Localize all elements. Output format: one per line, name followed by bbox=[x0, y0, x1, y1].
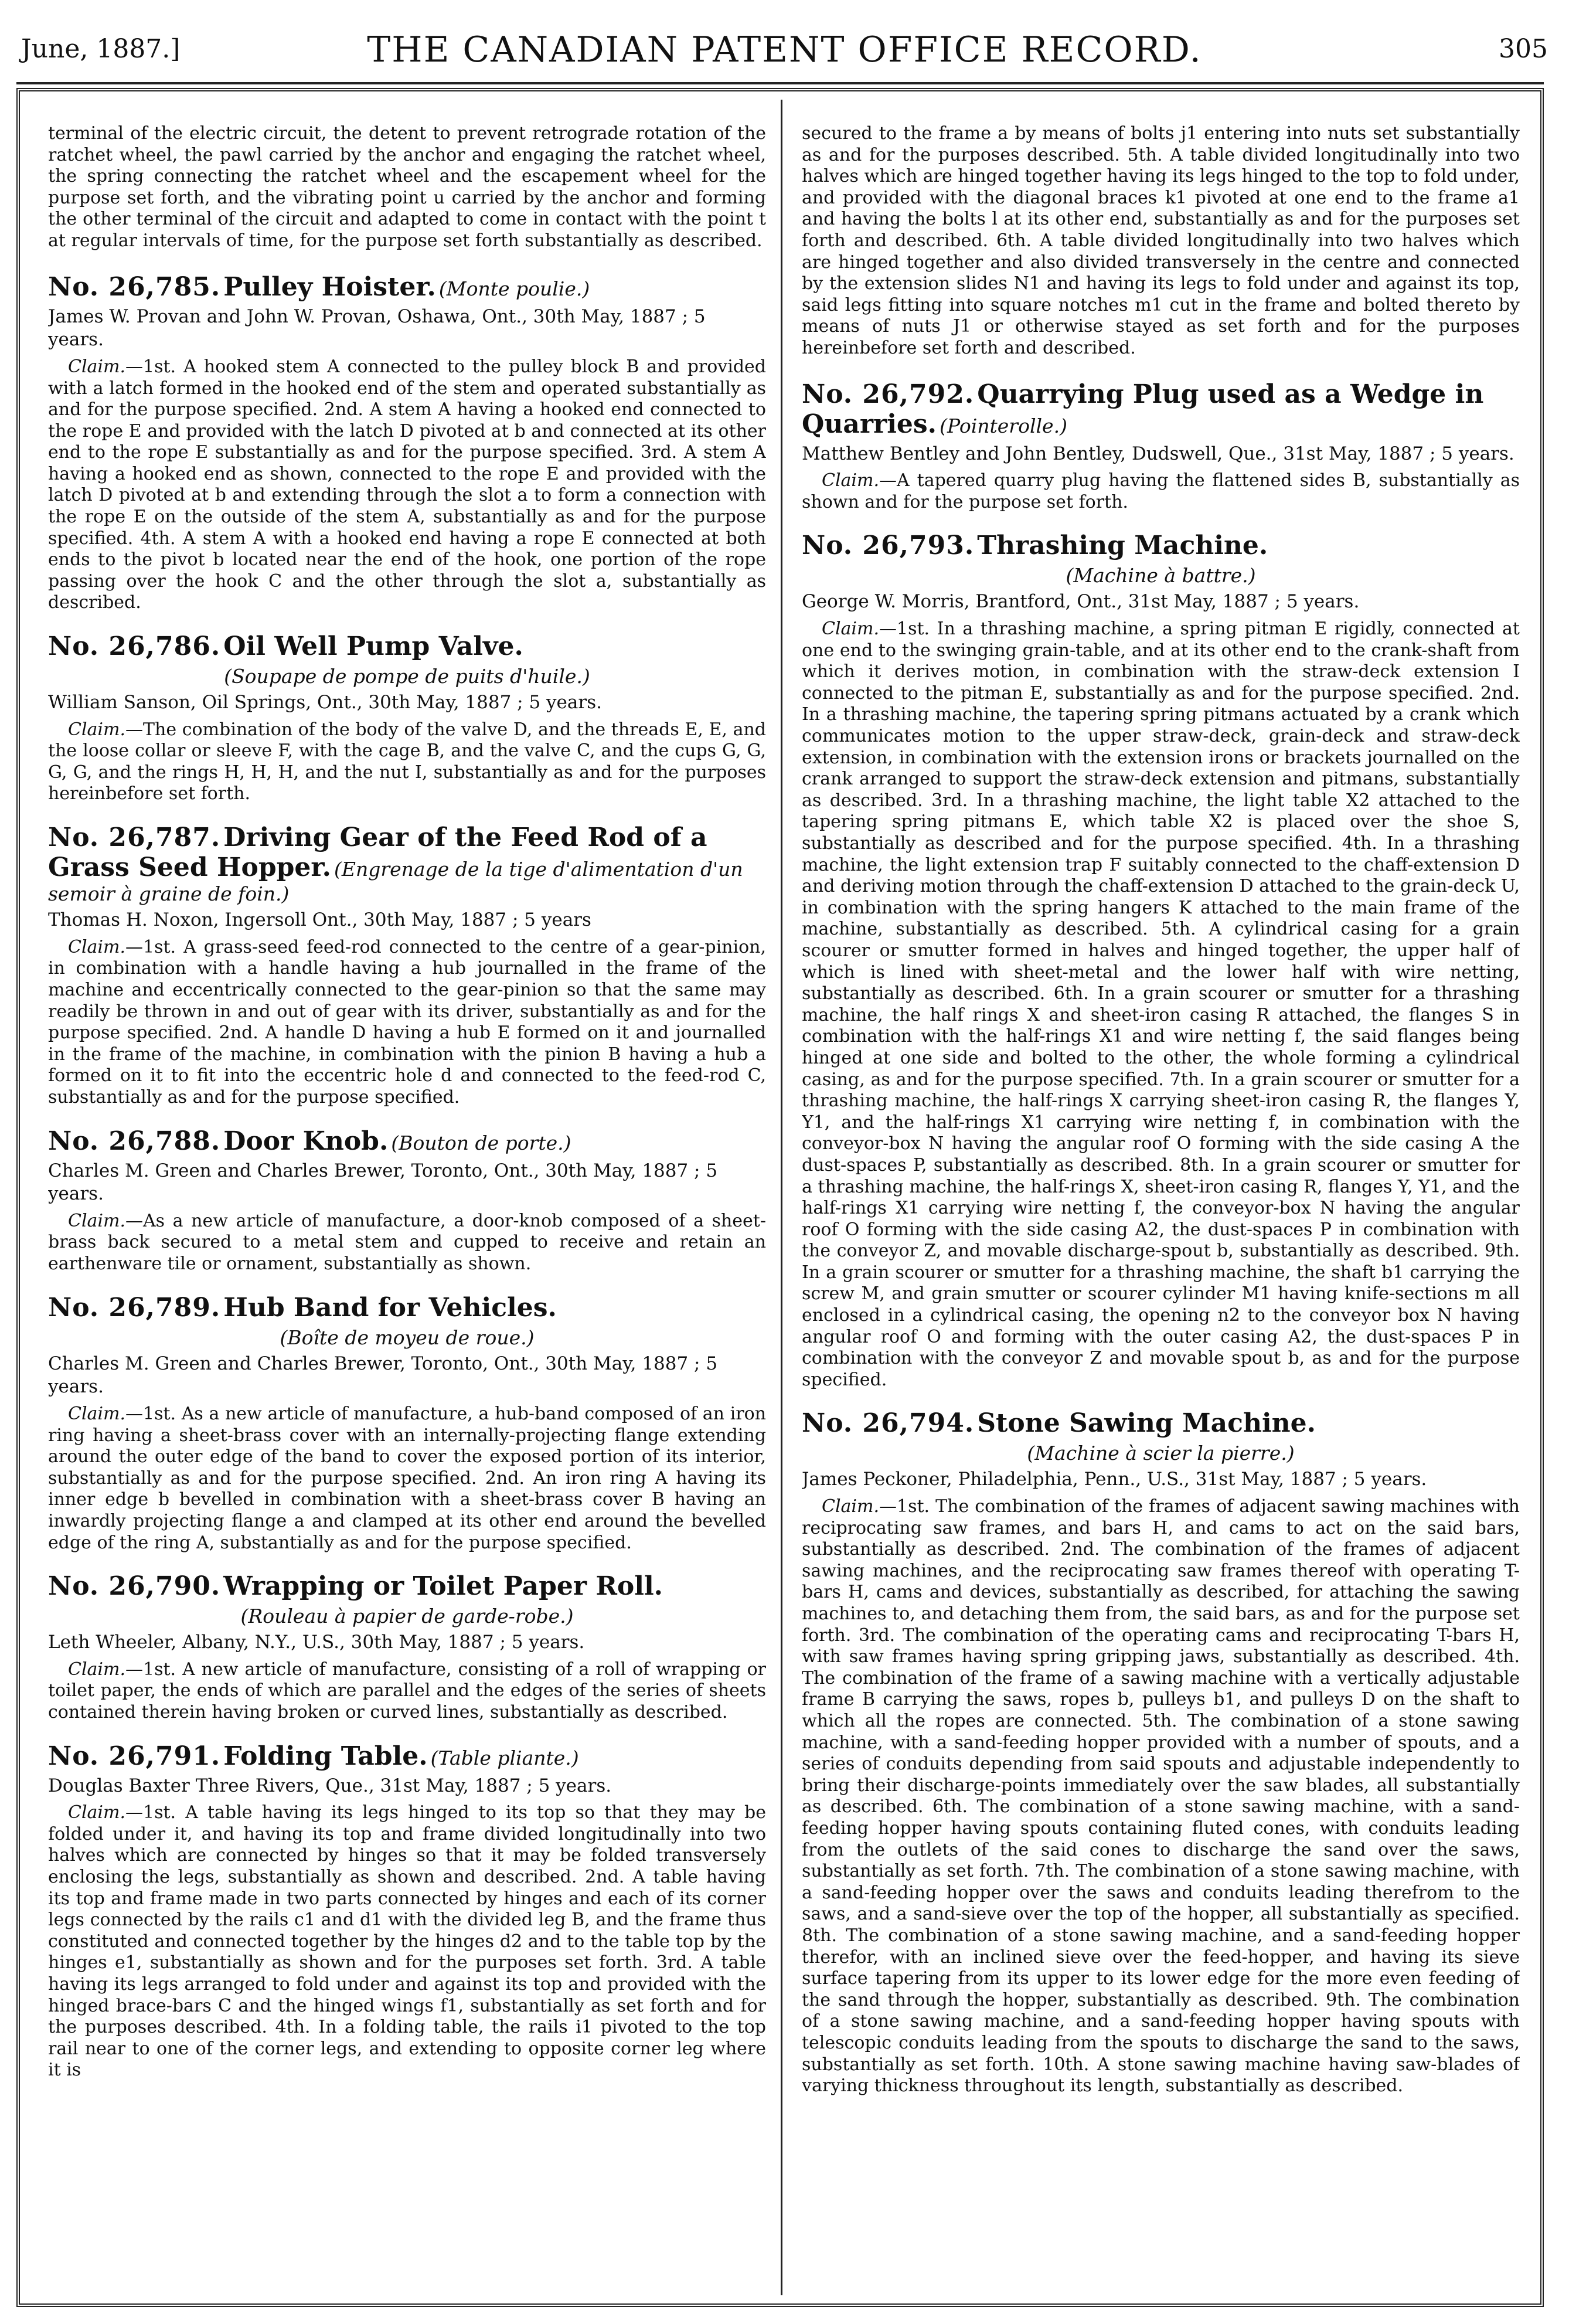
claim-body: —As a new article of manufacture, a door-knob composed of a sheet-brass back secured to a metal stem and cupped to receive and retain an earthenware tile or ornament, substantially as shown. bbox=[48, 1210, 766, 1275]
patent-title: Thrashing Machine. bbox=[977, 531, 1268, 561]
patent-entry-26787 bbox=[48, 823, 766, 1108]
patent-title: Folding Table. bbox=[223, 1741, 428, 1771]
patent-entry-26788 bbox=[48, 1126, 766, 1275]
patent-number: No. 26,793. bbox=[802, 531, 975, 561]
patent-title: Door Knob. bbox=[223, 1126, 389, 1156]
header-rule bbox=[16, 82, 1544, 84]
claim-text bbox=[802, 470, 1520, 513]
french-title: (Rouleau à papier de garde-robe.) bbox=[240, 1605, 574, 1628]
claim-body: —1st. The combination of the frames of adjacent sawing machines with reciprocating saw frames, and bars H, and cams to act on the said bars, substantially as described. 2nd. The combination of the frames of adjacent sawing machines, and the reciprocating saw frames thereof with operating T-bars H, cams and devices, substantially as described, for attaching the sawing machines to, and detaching them from, the said bars, as and for the purpose set forth. 3rd. The combination of the operating cams and reciprocating T-bars H, with saw frames having spring gripping jaws, substantially as described. 4th. The combination of the frame of a sawing machine with a vertically adjustable frame B carrying the saws, ropes b, pulleys b1, and pulleys D on the shaft to which all the ropes are connected. 5th. The combination of a stone sawing machine, with a sand-feeding hopper provided with a number of spouts, and a series of conduits depending from said spouts and adjustable independently to bring their discharge-points immediately over the saw blades, all substantially as described. 6th. The combination of a stone sawing machine, with a sand-feeding hopper having spouts containing fluted cones, with conduits leading from the outlets of the said cones to discharge the sand over the saws, substantially as set forth. 7th. The combination of a stone sawing machine, with a sand-feeding hopper over the saws and conduits leading therefrom to the saws, and a sand-sieve over the top of the hopper, all substantially as specified. 8th. The combination of a stone sawing machine, and a sand-feeding hopper therefor, with an inclined sieve over the feed-hopper, and having its sieve surface tapering from its upper to its lower edge for the more even feeding of the sand through the hopper, substantially as described. 9th. The combination of a stone sawing machine, and a sand-feeding hopper having spouts with telescopic conduits leading from the spouts to discharge the sand to the saws, substantially as set forth. 10th. A stone sawing machine having saw-blades of varying thickness throughout its length, substantially as described. bbox=[802, 1496, 1520, 2097]
patent-title: Driving Gear of the Feed Rod of a Grass Seed Hopper. bbox=[48, 823, 707, 883]
patent-heading bbox=[48, 631, 766, 661]
claim-text bbox=[48, 719, 766, 805]
french-title: (Pointerolle.) bbox=[940, 414, 1067, 437]
inventor-line: Leth Wheeler, Albany, N.Y., U.S., 30th May, 1887 ; 5 years. bbox=[48, 1632, 585, 1653]
patent-title: Hub Band for Vehicles. bbox=[223, 1292, 557, 1323]
claim-text bbox=[802, 619, 1520, 1391]
patent-number: No. 26,790. bbox=[48, 1571, 221, 1602]
claim-body: —1st. A new article of manufacture, consisting of a roll of wrapping or toilet paper, the ends of which are parallel and the edges of the series of sheets contained therein having broken or curved lines, substantially as described. bbox=[48, 1659, 766, 1722]
claim-text bbox=[48, 1802, 766, 2081]
claim-label: Claim. bbox=[68, 1403, 126, 1424]
inventor-line: George W. Morris, Brantford, Ont., 31st May, 1887 ; 5 years. bbox=[802, 591, 1360, 613]
french-title: (Table pliante.) bbox=[430, 1746, 579, 1769]
claim-label: Claim. bbox=[68, 719, 126, 740]
patent-heading bbox=[48, 272, 766, 302]
patent-title: Pulley Hoister. bbox=[223, 271, 436, 302]
patent-heading bbox=[48, 1571, 766, 1601]
claim-label: Claim. bbox=[822, 619, 880, 640]
patent-entry-26793 bbox=[802, 531, 1520, 1391]
patent-heading bbox=[802, 531, 1520, 560]
patent-number: No. 26,789. bbox=[48, 1292, 221, 1323]
inventor-line: Charles M. Green and Charles Brewer, Toronto, Ont., 30th May, 1887 ; 5 years. bbox=[48, 1353, 718, 1398]
column-divider bbox=[781, 100, 782, 2295]
patent-number: No. 26,794. bbox=[802, 1408, 975, 1439]
patent-title: Quarrying Plug used as a Wedge in Quarries. bbox=[802, 379, 1484, 439]
inventor-line: Douglas Baxter Three Rivers, Que., 31st May, 1887 ; 5 years. bbox=[48, 1775, 612, 1796]
claim-body: —1st. In a thrashing machine, a spring pitman E rigidly, connected at one end to the swinging grain-table, and at its other end to the crank-shaft from which it derives motion, in combination with the straw-deck extension I connected to the pitman E, substantially as and for the purpose specified. 2nd. In a thrashing machine, the tapering spring pitmans actuated by a crank which communicates motion to the upper straw-deck, grain-deck and straw-deck extension, in combination with the extension irons or brackets journalled on the crank arranged to support the straw-deck extension and pitmans, substantially as described. 3rd. In a thrashing machine, the light table X2 attached to the tapering spring pitmans E, which table X2 is placed over the shoe S, substantially as described and for the purpose specified. 4th. In a thrashing machine, the light extension trap F suitably connected to the chaff-extension D and deriving motion through the chaff-extension D attached to the grain-deck U, in combination with the spring hangers K attached to the main frame of the machine, substantially as described. 5th. A cylindrical casing for a grain scourer or smutter formed in halves and hinged together, the upper half of which is lined with sheet-metal and the lower half with wire netting, substantially as described. 6th. In a grain scourer or smutter for a thrashing machine, the half rings X and sheet-iron casing R attached, the flanges S in combination with the half-rings X1 and wire netting f, the said flanges being hinged at one side and bolted to the other, the whole forming a cylindrical casing, as and for the purpose specified. 7th. In a grain scourer or smutter for a thrashing machine, the half-rings X carrying sheet-iron casing R, the flanges Y, Y1, and the half-rings X1 carrying wire netting f, in combination with the conveyor-box N having the angular roof O forming with the side casing A the dust-spaces P, substantially as described. 8th. In a grain scourer or smutter for a thrashing machine, the half-rings X, sheet-iron casing R, flanges Y, Y1, and the half-rings X1 carrying wire netting f, the conveyor-box N having the angular roof O forming with the side casing A2, the dust-spaces P in combination with the conveyor Z, and movable discharge-spout b, substantially as described. 9th. In a grain scourer or smutter for a thrashing machine, the shaft b1 carrying the screw M, and grain smutter or scourer cylinder M1 having knife-sections m all enclosed in a cylindrical casing, the opening n2 to the conveyor box N having angular roof O and forming with the outer casing A2, the dust-spaces P in combination with the conveyor Z and movable spout b, as and for the purpose specified. bbox=[802, 619, 1520, 1390]
patent-heading bbox=[48, 1741, 766, 1771]
patent-entry-26789 bbox=[48, 1293, 766, 1554]
patent-number: No. 26,786. bbox=[48, 631, 221, 662]
patent-title: Stone Sawing Machine. bbox=[977, 1408, 1316, 1439]
claim-label: Claim. bbox=[68, 1210, 126, 1231]
page-header bbox=[21, 16, 1548, 81]
claim-body: —A tapered quarry plug having the flattened sides B, substantially as shown and for the purpose set forth. bbox=[802, 470, 1520, 512]
claim-body: —1st. As a new article of manufacture, a hub-band composed of an iron ring having a sheet-brass cover with an internally-projecting flange extending around the outer edge of the band to cover the exposed portion of its interior, substantially as and for the purpose specified. 2nd. An iron ring A having its inner edge b bevelled in combination with a sheet-brass cover B having an inwardly projecting flange a and clamped at its other end around the bevelled edge of the ring A, substantially as and for the purpose specified. bbox=[48, 1403, 766, 1553]
claim-body: —1st. A grass-seed feed-rod connected to the centre of a gear-pinion, in combination with a handle having a hub journalled in the frame of the machine and eccentrically connected to the gear-pinion so that the same may readily be thrown in and out of gear with its driver, substantially as and for the purpose specified. 2nd. A handle D having a hub E formed on it and journalled in the frame of the machine, in combination with the pinion B having a hub a formed on it to fit into the eccentric hole d and connected to the feed-rod C, substantially as and for the purpose specified. bbox=[48, 936, 766, 1107]
patent-number: No. 26,787. bbox=[48, 823, 221, 853]
inventor-line: Charles M. Green and Charles Brewer, Toronto, Ont., 30th May, 1887 ; 5 years. bbox=[48, 1160, 718, 1205]
patent-title: Oil Well Pump Valve. bbox=[223, 631, 523, 662]
continued-claim-text: secured to the frame a by means of bolts j1 entering into nuts set substantially as and for the purposes described. 5th. A table divided longitudinally into two halves which are hinged together having its legs hinged to the top to fold under, and provided with the diagonal braces k1 pivoted at one end to the frame a1 and having the bolts l at its other end, substantially as and for the purposes set forth and described. 6th. A table divided longitudinally into two halves which are hinged together and also divided transversely in the centre and connected by the extension slides N1 and having its legs to fold under and against its top, said legs fitting into square notches m1 cut in the frame and bolted thereto by means of nuts J1 or otherwise stayed as set forth and for the purposes hereinbefore set forth and described. bbox=[802, 123, 1520, 358]
patent-number: No. 26,785. bbox=[48, 271, 221, 302]
patent-number: No. 26,791. bbox=[48, 1741, 221, 1771]
inventor-line: William Sanson, Oil Springs, Ont., 30th May, 1887 ; 5 years. bbox=[48, 692, 602, 713]
claim-body: —1st. A hooked stem A connected to the pulley block B and provided with a latch formed in the hooked end of the stem and operated substantially as and for the purpose specified. 2nd. A stem A having a hooked end connected to the rope E and provided with the latch D pivoted at b and connected at its other end to the rope E substantially as and for the purpose specified. 3rd. A stem A having a hooked end as shown, connected to the rope E and provided with the latch D pivoted at b and extending through the slot a to form a connection with the rope E on the outside of the stem A, substantially as and for the purpose specified. 4th. A stem A with a hooked end having a rope E connected at both ends to the pivot b located near the end of the hook, one portion of the rope passing over the hook C and the other through the slot a, substantially as described. bbox=[48, 356, 766, 613]
french-title: (Machine à scier la pierre.) bbox=[1027, 1442, 1295, 1465]
patent-entry-26785 bbox=[48, 272, 766, 614]
patent-heading bbox=[48, 1126, 766, 1156]
french-title: (Engrenage de la tige d'alimentation d'un semoir à graine de foin.) bbox=[48, 858, 743, 906]
patent-entry-26794 bbox=[802, 1408, 1520, 2097]
claim-label: Claim. bbox=[822, 470, 880, 491]
patent-title: Wrapping or Toilet Paper Roll. bbox=[223, 1571, 663, 1602]
claim-text bbox=[48, 1659, 766, 1724]
patent-entry-26792 bbox=[802, 379, 1520, 514]
french-title: (Machine à battre.) bbox=[1066, 564, 1256, 587]
inventor-line: James W. Provan and John W. Provan, Oshawa, Ont., 30th May, 1887 ; 5 years. bbox=[48, 305, 706, 351]
publication-title: THE CANADIAN PATENT OFFICE RECORD. bbox=[367, 29, 1202, 70]
patent-heading bbox=[802, 1408, 1520, 1438]
french-title: (Bouton de porte.) bbox=[391, 1131, 571, 1154]
issue-date: June, 1887.] bbox=[21, 34, 181, 64]
claim-label: Claim. bbox=[68, 356, 126, 377]
claim-body: —1st. A table having its legs hinged to its top so that they may be folded under it, and having its top and frame divided longitudinally into two halves which are connected by hinges so that it may be folded transversely enclosing the legs, substantially as shown and described. 2nd. A table having its top and frame made in two parts connected by hinges and each of its corner legs connected by the rails c1 and d1 with the divided leg B, and the frame thus constituted and connected together by the hinges d2 and to the table top by the hinges e1, substantially as shown and for the purposes set forth. 3rd. A table having its legs arranged to fold under and against its top and provided with the hinged brace-bars C and the hinged wings f1, substantially as set forth and for the purposes described. 4th. In a folding table, the rails i1 pivoted to the top rail near to one of the corner legs, and extending to opposite corner leg where it is bbox=[48, 1802, 766, 2081]
claim-text bbox=[802, 1496, 1520, 2097]
french-title: (Soupape de pompe de puits d'huile.) bbox=[224, 665, 590, 688]
patent-entry-26790 bbox=[48, 1571, 766, 1723]
claim-text bbox=[48, 1211, 766, 1275]
claim-label: Claim. bbox=[68, 1802, 126, 1823]
claim-text bbox=[48, 1404, 766, 1554]
french-title: (Monte poulie.) bbox=[438, 277, 590, 300]
left-column bbox=[48, 123, 766, 2286]
french-title: (Boîte de moyeu de roue.) bbox=[280, 1326, 535, 1349]
patent-entry-26791 bbox=[48, 1741, 766, 2081]
claim-body: —The combination of the body of the valve D, and the threads E, E, and the loose collar or sleeve F, with the cage B, and the valve C, and the cups G, G, G, G, and the rings H, H, H, and the nut I, substantially as and for the purposes hereinbefore set forth. bbox=[48, 719, 766, 804]
claim-label: Claim. bbox=[822, 1496, 880, 1517]
patent-entry-26786 bbox=[48, 631, 766, 805]
continued-claim-text: terminal of the electric circuit, the detent to prevent retrograde rotation of the ratchet wheel, the pawl carried by the anchor and engaging the ratchet wheel, the spring connecting the ratchet wheel and the escapement wheel for the purpose set forth, and the vibrating point u carried by the anchor and forming the other terminal of the circuit and adapted to come in contact with the point t at regular intervals of time, for the purpose set forth substantially as described. bbox=[48, 123, 766, 251]
patent-heading bbox=[48, 1293, 766, 1323]
claim-label: Claim. bbox=[68, 1659, 126, 1680]
patent-heading bbox=[802, 379, 1520, 439]
patent-heading bbox=[48, 823, 766, 905]
page-number: 305 bbox=[1499, 34, 1548, 64]
claim-text bbox=[48, 937, 766, 1109]
inventor-line: Matthew Bentley and John Bentley, Dudswell, Que., 31st May, 1887 ; 5 years. bbox=[802, 443, 1514, 464]
claim-text bbox=[48, 356, 766, 614]
claim-label: Claim. bbox=[68, 936, 126, 957]
inventor-line: James Peckoner, Philadelphia, Penn., U.S., 31st May, 1887 ; 5 years. bbox=[802, 1469, 1427, 1490]
patent-number: No. 26,788. bbox=[48, 1126, 221, 1156]
right-column bbox=[802, 123, 1520, 2286]
inventor-line: Thomas H. Noxon, Ingersoll Ont., 30th May, 1887 ; 5 years bbox=[48, 909, 591, 931]
patent-number: No. 26,792. bbox=[802, 379, 975, 409]
